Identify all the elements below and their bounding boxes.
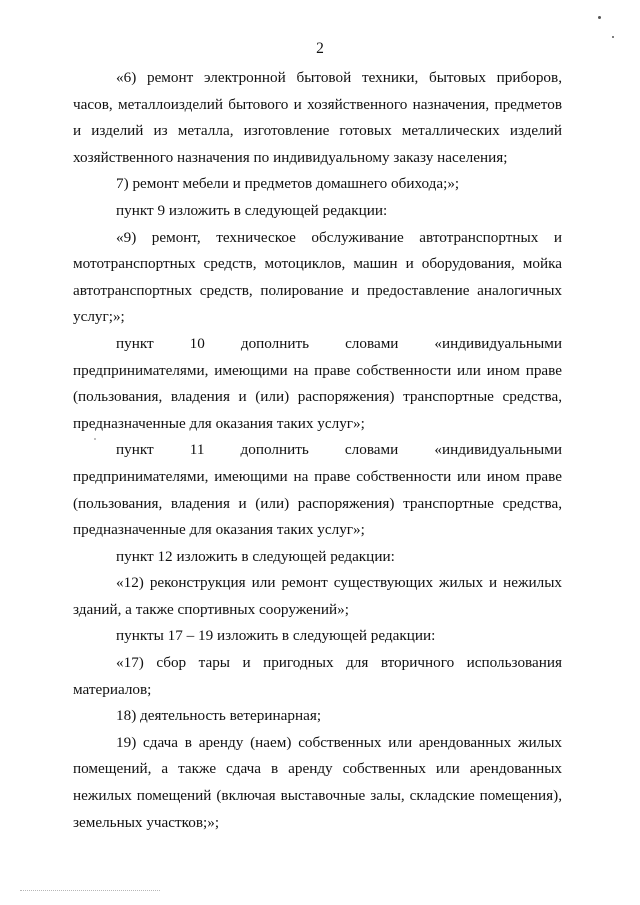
paragraph-instruction-item-9: пункт 9 изложить в следующей редакции: xyxy=(116,201,388,219)
paragraph-instruction-items-17-19: пункты 17 – 19 изложить в следующей редакции: xyxy=(116,627,436,645)
scan-artifact-line xyxy=(20,890,160,894)
paragraph-item-12-reconstruction: «12) реконструкция или ремонт существующих жилых и нежилых зданий, а также спортивных сооружений»; xyxy=(73,574,562,618)
scan-speck xyxy=(94,438,96,440)
paragraph-item-18-veterinary: 18) деятельность ветеринарная; xyxy=(116,707,322,725)
paragraph-instruction-item-11: пункт 11 дополнить словами «индивидуальными предпринимателями, имеющими на праве собственности или ином праве (пользования, владения и (или) распоряжения) транспортные средства, предназначенные для оказания таких услуг»; xyxy=(73,441,562,539)
paragraph-item-17-collection: «17) сбор тары и пригодных для вторичного использования материалов; xyxy=(73,654,562,698)
paragraph-item-19-rental: 19) сдача в аренду (наем) собственных или арендованных жилых помещений, а также сдача в аренду собственных или арендованных нежилых помещений (включая выставочные залы, складские помещения), земельных участков;»; xyxy=(73,733,562,831)
paragraph-item-6-repair-electronics: «6) ремонт электронной бытовой техники, бытовых приборов, часов, металлоизделий бытового и хозяйственного назначения, предметов и изделий из металла, изготовление готовых металлических изделий хозяйственного назначения по индивидуальному заказу населения; xyxy=(73,69,562,166)
page-number: 2 xyxy=(316,40,324,57)
document-body xyxy=(73,65,562,836)
paragraph-item-9-vehicle-service: «9) ремонт, техническое обслуживание автотранспортных и мототранспортных средств, мотоциклов, машин и оборудования, мойка автотранспортных средств, полирование и предоставление аналогичных услуг;»; xyxy=(73,228,562,326)
paragraph-instruction-item-12: пункт 12 изложить в следующей редакции: xyxy=(116,547,395,565)
scan-speck xyxy=(598,16,601,19)
scan-speck xyxy=(612,36,614,38)
paragraph-instruction-item-10: пункт 10 дополнить словами «индивидуальными предпринимателями, имеющими на праве собственности или ином праве (пользования, владения и (или) распоряжения) транспортные средства, предназначенные для оказания таких услуг»; xyxy=(73,334,562,432)
paragraph-item-7-repair-furniture: 7) ремонт мебели и предметов домашнего обихода;»; xyxy=(116,175,460,193)
